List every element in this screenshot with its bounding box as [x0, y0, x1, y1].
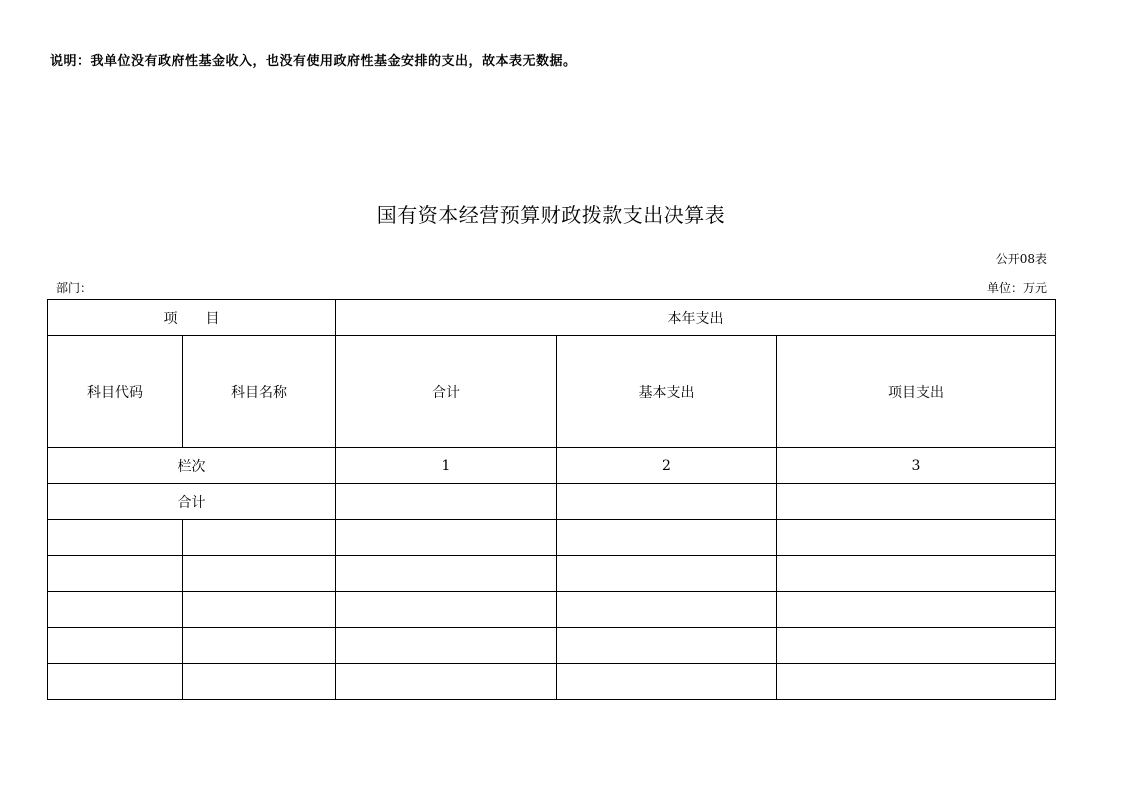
cell [557, 628, 777, 664]
table-row [48, 664, 1056, 700]
cell [183, 520, 336, 556]
total-cell-total [336, 484, 557, 520]
col-subject-name: 科目名称 [183, 336, 336, 448]
index-2: 2 [557, 448, 777, 484]
department-label: 部门： [56, 281, 93, 295]
cell [336, 592, 557, 628]
cell [777, 520, 1056, 556]
cell [557, 556, 777, 592]
form-code: 公开08表 [995, 252, 1047, 266]
row-index [48, 448, 1056, 484]
explanation-note: 说明：我单位没有政府性基金收入，也没有使用政府性基金安排的支出，故本表无数据。 [50, 54, 577, 69]
page-title: 国有资本经营预算财政拨款支出决算表 [376, 203, 726, 227]
table-row [48, 556, 1056, 592]
cell [777, 592, 1056, 628]
table-header-row-2 [48, 336, 1056, 448]
cell [336, 556, 557, 592]
cell [48, 520, 183, 556]
total-cell-project [777, 484, 1056, 520]
cell [557, 592, 777, 628]
table-row [48, 592, 1056, 628]
cell [183, 664, 336, 700]
table-row [48, 628, 1056, 664]
budget-table [47, 299, 1056, 700]
unit-label: 单位：万元 [986, 281, 1047, 295]
cell [48, 628, 183, 664]
col-total: 合计 [336, 336, 557, 448]
col-subject-code: 科目代码 [48, 336, 183, 448]
header-year-expenditure: 本年支出 [336, 300, 1056, 336]
cell [777, 664, 1056, 700]
index-3: 3 [777, 448, 1056, 484]
cell [48, 664, 183, 700]
total-row-label: 合计 [48, 484, 336, 520]
index-1: 1 [336, 448, 557, 484]
cell [557, 520, 777, 556]
header-item [48, 300, 336, 336]
row-total [48, 484, 1056, 520]
cell [336, 628, 557, 664]
cell [336, 664, 557, 700]
col-project-expenditure: 项目支出 [777, 336, 1056, 448]
cell [777, 556, 1056, 592]
col-basic-expenditure: 基本支出 [557, 336, 777, 448]
cell [336, 520, 557, 556]
cell [183, 556, 336, 592]
cell [183, 628, 336, 664]
cell [48, 556, 183, 592]
cell [48, 592, 183, 628]
total-cell-basic [557, 484, 777, 520]
cell [183, 592, 336, 628]
cell [557, 664, 777, 700]
header-item-label: 项目 [163, 310, 248, 327]
cell [777, 628, 1056, 664]
table-header-row-1 [48, 300, 1056, 336]
row-index-label: 栏次 [48, 448, 336, 484]
table-row [48, 520, 1056, 556]
